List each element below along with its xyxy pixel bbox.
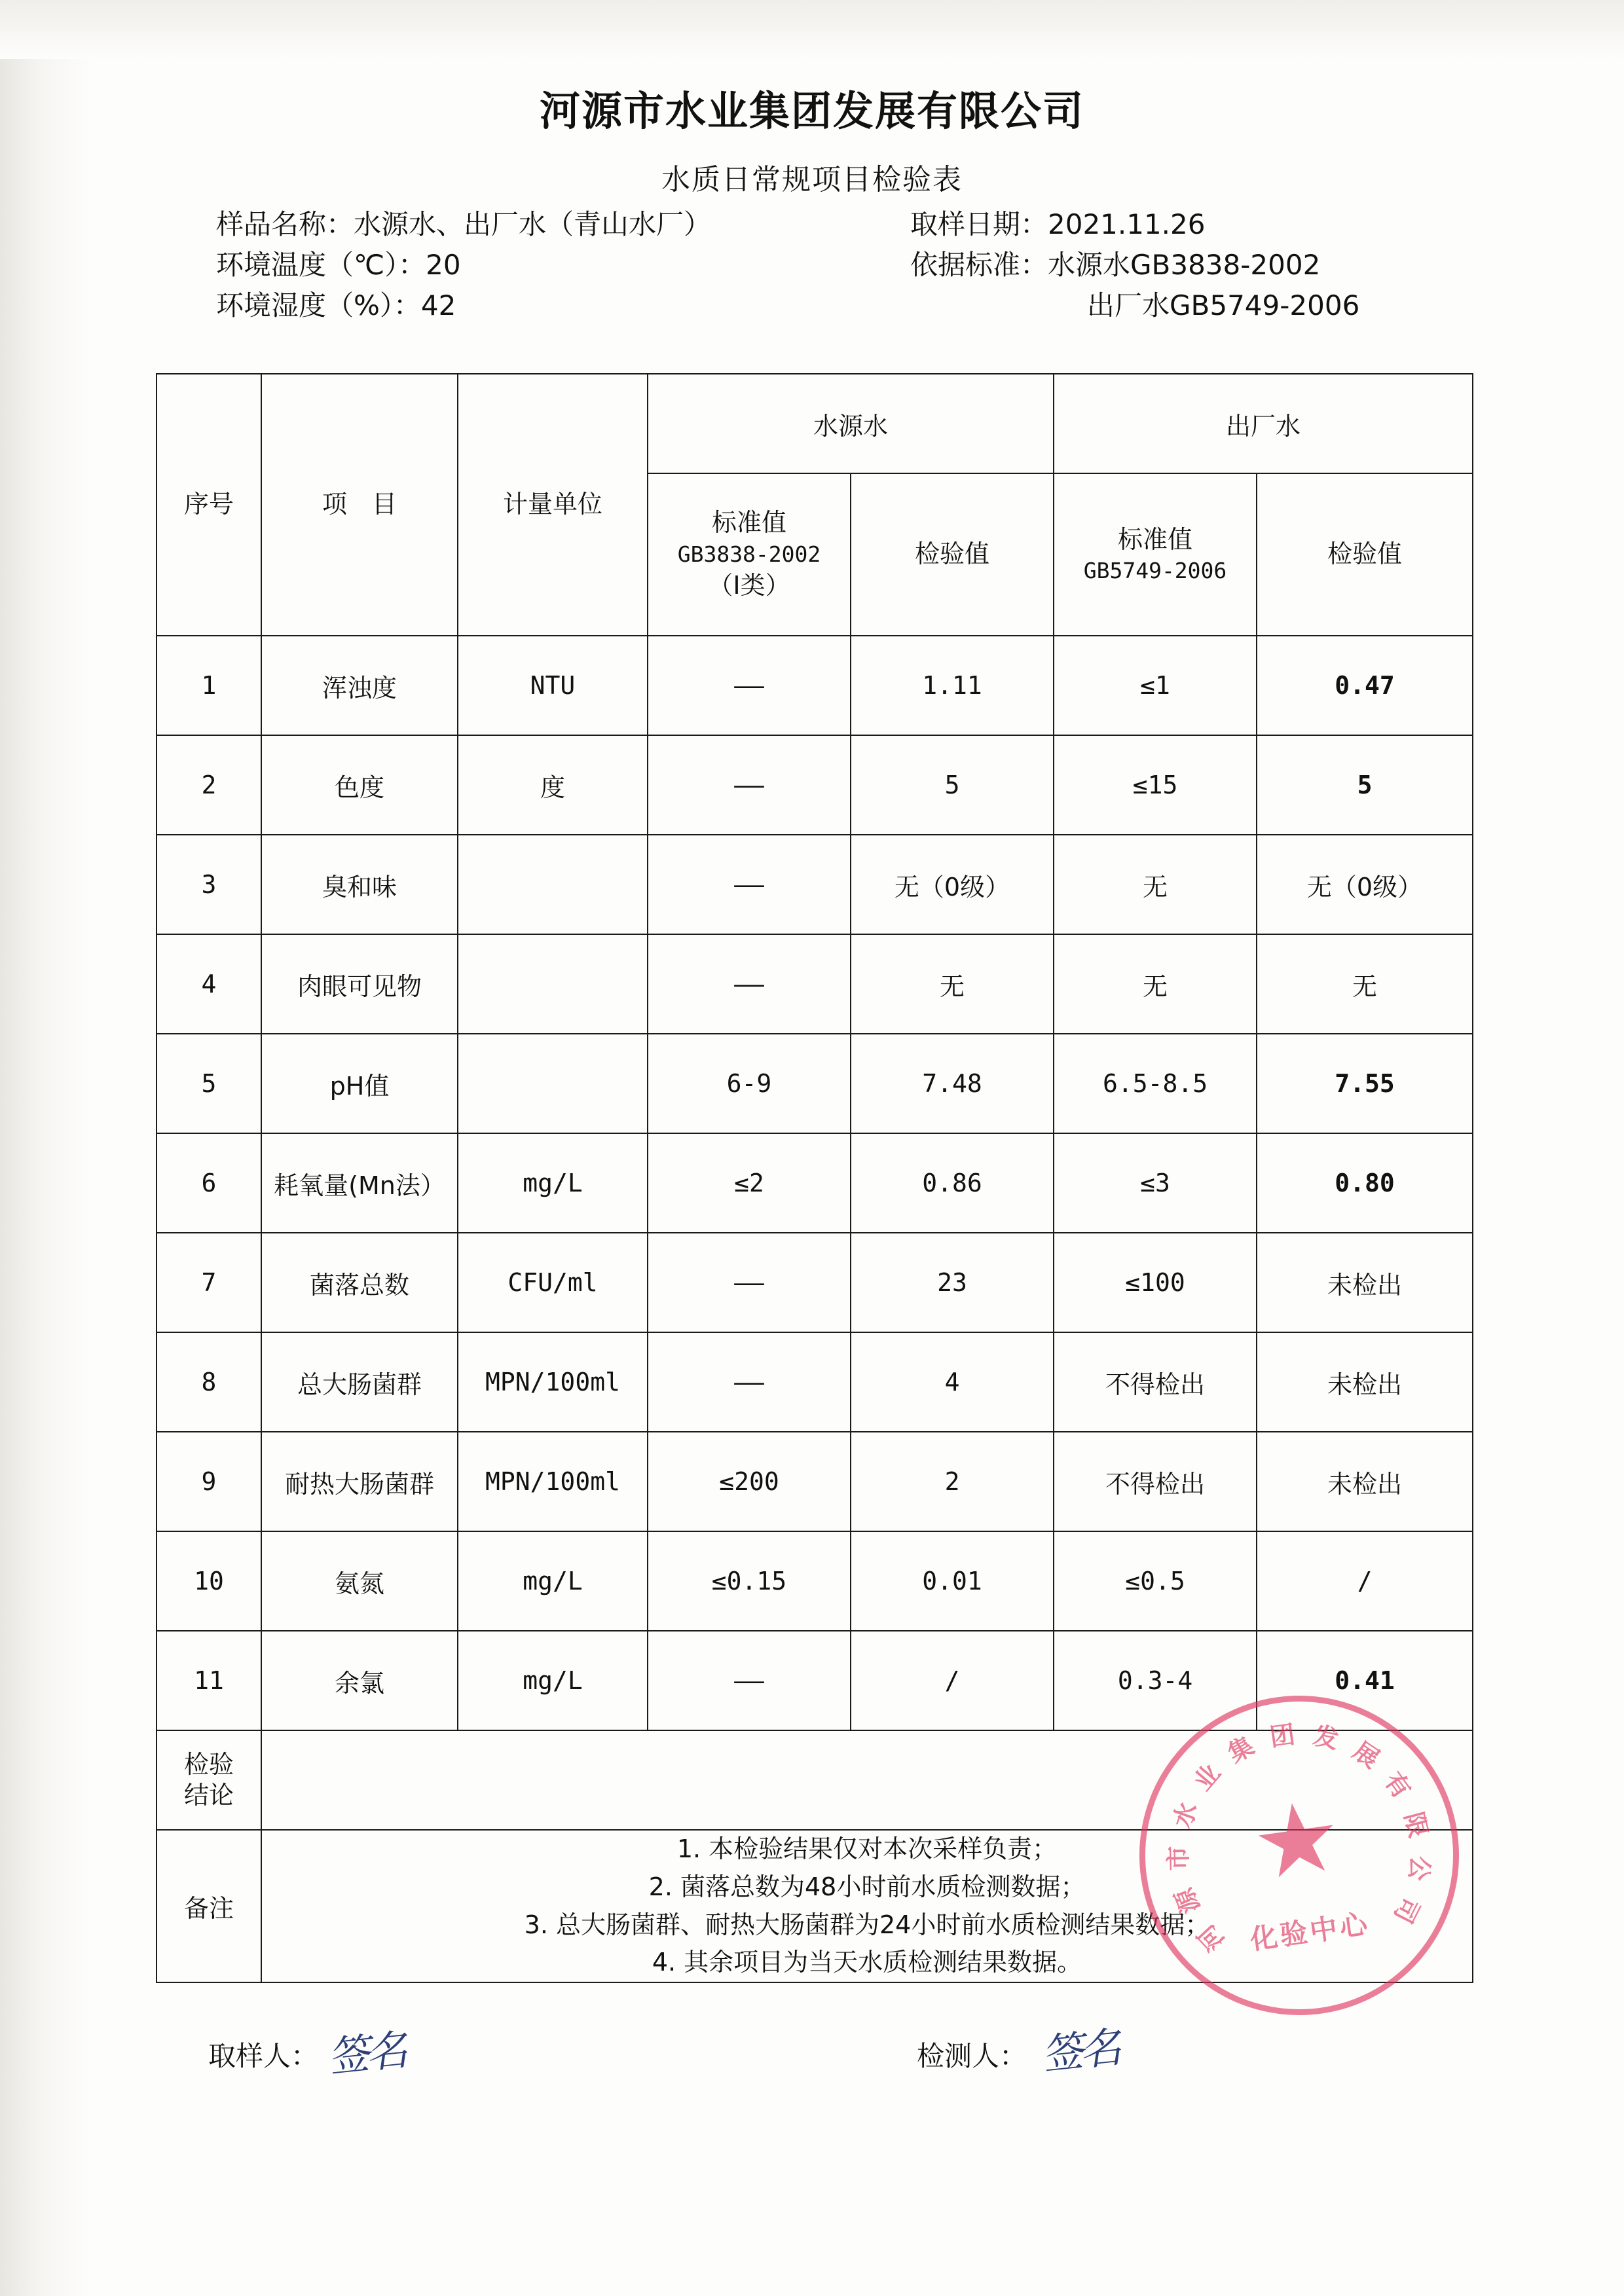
row-finished-standard: 无 <box>1054 934 1257 1034</box>
table-row <box>157 1432 1473 1531</box>
conclusion-label-line1: 检验 <box>183 1749 234 1779</box>
seal-center-text: 化验中心 <box>1247 1907 1372 1956</box>
row-item: 肉眼可见物 <box>261 934 458 1034</box>
row-no: 7 <box>157 1233 261 1332</box>
row-finished-value: 7.55 <box>1257 1034 1473 1133</box>
row-item: 总大肠菌群 <box>261 1332 458 1432</box>
header-finished-value: 检验值 <box>1257 473 1473 636</box>
row-no: 3 <box>157 835 261 934</box>
row-finished-standard: ≤100 <box>1054 1233 1257 1332</box>
company-seal-stamp <box>1118 1675 1479 2035</box>
row-unit: MPN/100ml <box>458 1432 648 1531</box>
row-no: 2 <box>157 735 261 835</box>
row-source-value: 无 <box>851 934 1054 1034</box>
sample-name: 样品名称：水源水、出厂水（青山水厂） <box>216 208 712 240</box>
row-item: pH值 <box>261 1034 458 1133</box>
remark-label: 备注 <box>157 1830 261 1982</box>
row-finished-standard: ≤0.5 <box>1054 1531 1257 1631</box>
row-no: 1 <box>157 636 261 735</box>
row-item: 色度 <box>261 735 458 835</box>
row-item: 耐热大肠菌群 <box>261 1432 458 1531</box>
row-finished-standard: 无 <box>1054 835 1257 934</box>
header-finished-standard-line1: 标准值 <box>1118 525 1193 555</box>
row-no: 11 <box>157 1631 261 1730</box>
seal-ring-text: 河 源 市 水 业 集 团 发 展 有 限 公 司 <box>1164 1719 1435 1957</box>
row-no: 5 <box>157 1034 261 1133</box>
table-row <box>157 1531 1473 1631</box>
row-unit: mg/L <box>458 1631 648 1730</box>
row-source-value: 0.86 <box>851 1133 1054 1233</box>
remark-line: 2. 菌落总数为48小时前水质检测数据； <box>648 1872 1086 1901</box>
row-source-value: 0.01 <box>851 1531 1054 1631</box>
row-source-value: 23 <box>851 1233 1054 1332</box>
table-row <box>157 934 1473 1034</box>
row-source-value: 4 <box>851 1332 1054 1432</box>
row-source-standard: —— <box>648 1332 851 1432</box>
header-item: 项 目 <box>261 374 458 636</box>
ambient-humidity: 环境湿度（%）：42 <box>216 289 456 321</box>
row-source-value: / <box>851 1631 1054 1730</box>
row-item: 氨氮 <box>261 1531 458 1631</box>
row-source-value: 无（0级） <box>851 835 1054 934</box>
header-finished-standard <box>1054 473 1257 636</box>
tester-label: 检测人： <box>917 2040 1027 2072</box>
header-group-finished-water: 出厂水 <box>1054 374 1473 473</box>
row-finished-value: 0.41 <box>1257 1631 1473 1730</box>
row-finished-standard: 6.5-8.5 <box>1054 1034 1257 1133</box>
standard-basis-finished: 出厂水GB5749-2006 <box>1087 289 1360 321</box>
row-unit: CFU/ml <box>458 1233 648 1332</box>
company-title: 河源市水业集团发展有限公司 <box>539 87 1084 135</box>
row-source-value: 5 <box>851 735 1054 835</box>
row-finished-value: 未检出 <box>1257 1233 1473 1332</box>
row-source-standard: —— <box>648 735 851 835</box>
remark-line: 3. 总大肠菌群、耐热大肠菌群为24小时前水质检测结果数据； <box>524 1910 1210 1939</box>
row-finished-standard: ≤1 <box>1054 636 1257 735</box>
row-source-value: 7.48 <box>851 1034 1054 1133</box>
row-source-value: 1.11 <box>851 636 1054 735</box>
row-finished-value: 未检出 <box>1257 1432 1473 1531</box>
sampler-label: 取样人： <box>208 2040 319 2072</box>
row-finished-value: 无（0级） <box>1257 835 1473 934</box>
row-source-standard: —— <box>648 1631 851 1730</box>
table-row <box>157 1332 1473 1432</box>
table-row <box>157 735 1473 835</box>
row-unit <box>458 835 648 934</box>
row-no: 8 <box>157 1332 261 1432</box>
header-source-standard-line3: （Ⅰ类） <box>708 571 790 600</box>
ambient-temperature: 环境温度（℃）：20 <box>216 249 461 281</box>
sampler-signature: 签名 <box>325 2026 407 2083</box>
row-finished-standard: ≤3 <box>1054 1133 1257 1233</box>
form-title: 水质日常规项目检验表 <box>661 163 963 196</box>
header-no: 序号 <box>157 374 261 636</box>
header-finished-standard-line2: GB5749-2006 <box>1083 558 1227 584</box>
sampling-date: 取样日期：2021.11.26 <box>910 208 1206 240</box>
remark-line: 4. 其余项目为当天水质检测结果数据。 <box>652 1948 1082 1977</box>
row-source-standard: 6-9 <box>648 1034 851 1133</box>
header-unit: 计量单位 <box>458 374 648 636</box>
row-source-standard: —— <box>648 636 851 735</box>
row-unit: 度 <box>458 735 648 835</box>
row-item: 耗氧量(Mn法） <box>261 1133 458 1233</box>
row-source-standard: ≤0.15 <box>648 1531 851 1631</box>
document-meta <box>216 203 1460 325</box>
row-unit: mg/L <box>458 1133 648 1233</box>
row-no: 10 <box>157 1531 261 1631</box>
row-source-standard: —— <box>648 1233 851 1332</box>
meta-row-sample <box>216 203 1460 244</box>
row-finished-value: 无 <box>1257 934 1473 1034</box>
row-source-value: 2 <box>851 1432 1054 1531</box>
row-source-standard: —— <box>648 934 851 1034</box>
row-finished-standard: ≤15 <box>1054 735 1257 835</box>
row-item: 余氯 <box>261 1631 458 1730</box>
table-row <box>157 1034 1473 1133</box>
header-source-value: 检验值 <box>851 473 1054 636</box>
remark-line: 1. 本检验结果仅对本次采样负责； <box>676 1834 1058 1863</box>
meta-row-temperature <box>216 244 1460 284</box>
row-finished-value: / <box>1257 1531 1473 1631</box>
table-row <box>157 1133 1473 1233</box>
table-row <box>157 835 1473 934</box>
row-source-standard: ≤2 <box>648 1133 851 1233</box>
row-item: 臭和味 <box>261 835 458 934</box>
row-finished-value: 0.47 <box>1257 636 1473 735</box>
row-item: 浑浊度 <box>261 636 458 735</box>
row-finished-standard: 不得检出 <box>1054 1332 1257 1432</box>
header-group-source-water: 水源水 <box>648 374 1054 473</box>
row-finished-value: 5 <box>1257 735 1473 835</box>
row-finished-standard: 0.3-4 <box>1054 1631 1257 1730</box>
row-finished-value: 未检出 <box>1257 1332 1473 1432</box>
row-unit: NTU <box>458 636 648 735</box>
conclusion-label <box>157 1730 261 1830</box>
row-no: 9 <box>157 1432 261 1531</box>
row-unit <box>458 934 648 1034</box>
table-group-header-row <box>157 374 1473 473</box>
table-row <box>157 636 1473 735</box>
row-source-standard: ≤200 <box>648 1432 851 1531</box>
tester-signature: 签名 <box>1039 2024 1120 2080</box>
table-row <box>157 1233 1473 1332</box>
standard-basis-source: 依据标准：水源水GB3838-2002 <box>910 249 1321 281</box>
header-source-standard-line2: GB3838-2002 <box>677 541 821 567</box>
row-source-standard: —— <box>648 835 851 934</box>
row-unit: MPN/100ml <box>458 1332 648 1432</box>
star-icon: ★ <box>1246 1777 1349 1903</box>
row-unit: mg/L <box>458 1531 648 1631</box>
row-no: 6 <box>157 1133 261 1233</box>
row-finished-standard: 不得检出 <box>1054 1432 1257 1531</box>
row-unit <box>458 1034 648 1133</box>
header-source-standard-line1: 标准值 <box>711 508 786 538</box>
header-source-standard <box>648 473 851 636</box>
conclusion-label-line2: 结论 <box>183 1781 234 1810</box>
row-item: 菌落总数 <box>261 1233 458 1332</box>
meta-row-humidity <box>216 284 1460 325</box>
row-no: 4 <box>157 934 261 1034</box>
row-finished-value: 0.80 <box>1257 1133 1473 1233</box>
table-head <box>157 374 1473 636</box>
